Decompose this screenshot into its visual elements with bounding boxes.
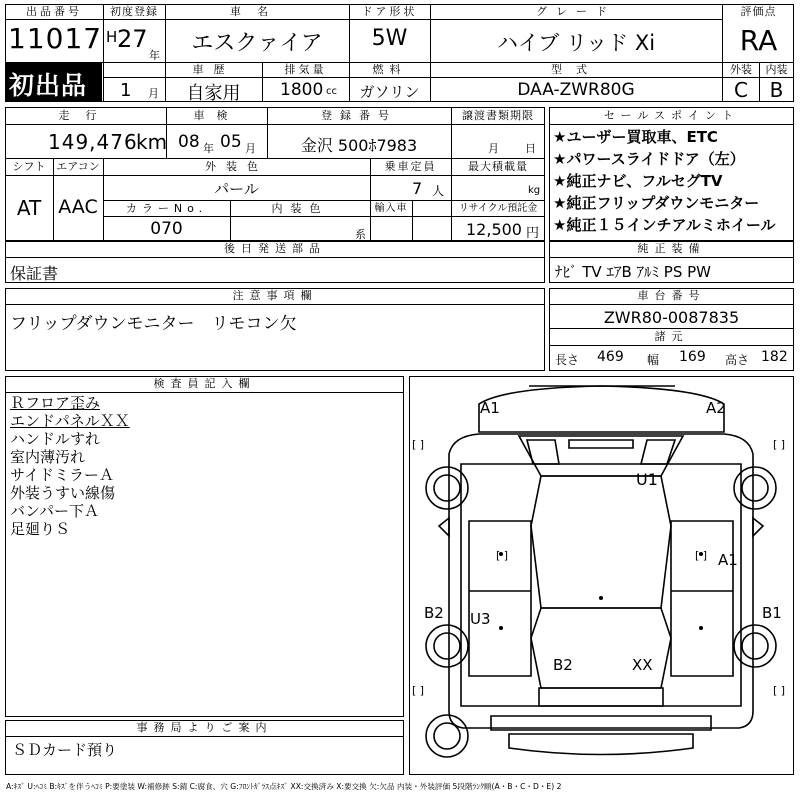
score-label: 評価点 — [740, 5, 777, 18]
height-label: 高さ — [725, 353, 750, 367]
ext-color-label: 外装色 — [205, 160, 268, 173]
recycle: 12,500 — [466, 220, 522, 239]
sales-point-item: ★パワースライドドア（左） — [553, 150, 745, 168]
int-color-label: 内装色 — [271, 202, 329, 215]
mark-front-right: A2 — [706, 399, 726, 417]
height: 182 — [761, 349, 788, 365]
lot-no: 11017 — [8, 22, 103, 55]
recycle-unit: 円 — [526, 226, 540, 241]
import-label: 輸入車 — [374, 203, 408, 214]
inspection-month: 05 — [220, 132, 242, 152]
reg-month-unit: 月 — [148, 87, 159, 100]
sales-point-item: ★純正ナビ、フルセグTV — [553, 172, 723, 190]
reg-year-unit: 年 — [149, 49, 160, 62]
history-label: 車歴 — [192, 63, 235, 76]
capacity-unit: 人 — [432, 184, 445, 198]
door-label: ドア形状 — [361, 5, 418, 18]
width: 169 — [679, 349, 706, 365]
inspector-title: 検査員記入欄 — [153, 377, 256, 390]
inspector-note: Ｒフロア歪み — [10, 394, 101, 412]
inspection-year-unit: 年 — [203, 142, 214, 155]
mark-interior: U3 — [470, 610, 491, 628]
transfer-month-unit: 月 — [488, 142, 499, 155]
inspector-note: 足廻りＳ — [10, 520, 71, 538]
inspection-year: 08 — [178, 132, 200, 152]
ext-score-label: 外装 — [730, 63, 752, 76]
office-value: ＳＤカード預り — [12, 741, 118, 759]
bracket-bottom-right: [ ] — [773, 684, 786, 697]
reg-year: 27 — [117, 25, 148, 53]
bracket-front-right: [ ] — [773, 438, 786, 451]
length-label: 長さ — [555, 353, 580, 367]
ext-score: C — [734, 78, 748, 102]
roof-outline — [531, 476, 671, 608]
mark-roof: U1 — [636, 470, 658, 489]
mark-left-rear-wheel: B2 — [424, 604, 444, 622]
dims-title: 諸元 — [654, 330, 689, 343]
displacement: 1800 — [280, 80, 324, 100]
history: 自家用 — [186, 83, 241, 104]
ac-label: エアコン — [56, 160, 100, 173]
windshield-outline — [519, 436, 683, 476]
caution-value: フリップダウンモニター リモコン欠 — [10, 314, 297, 334]
mark-right-rear-wheel: B1 — [762, 604, 782, 622]
int-color-unit: 系 — [355, 228, 366, 241]
fuel: ガソリン — [359, 83, 420, 101]
inspector-note: ハンドルすれ — [10, 430, 101, 448]
mileage: 149,476 — [48, 130, 138, 154]
mileage-unit: km — [136, 130, 168, 154]
int-score-label: 内装 — [765, 63, 788, 76]
door-type: 5W — [371, 26, 408, 51]
sales-point-item: ★純正１５インチアルミホイール — [553, 216, 776, 234]
mileage-label: 走行 — [58, 109, 113, 122]
caution-title: 注意事項欄 — [232, 289, 318, 302]
inspector-note: サイドミラーＡ — [10, 466, 114, 484]
plate-label: 登録番号 — [321, 109, 397, 122]
rear-window-outline — [531, 608, 671, 688]
bracket-mid-right: [ ] — [695, 549, 708, 562]
office-title: 事務局よりご案内 — [136, 721, 273, 734]
shift: AT — [16, 196, 42, 220]
bracket-bottom-left: [ ] — [412, 684, 425, 697]
max-load-unit: kg — [528, 185, 541, 196]
chassis-no: ZWR80-0087835 — [603, 308, 740, 327]
shift-label: シフト — [12, 160, 46, 173]
plate: 金沢 500ﾎ7983 — [300, 136, 418, 155]
grade: ハイブ リッド Xi — [496, 31, 656, 55]
color-no-label: カラーNo. — [125, 202, 208, 215]
sales-points-title: セールスポイント — [603, 109, 739, 122]
bracket-front-left: [ ] — [412, 438, 425, 451]
ext-color: パール — [214, 180, 259, 198]
displacement-label: 排気量 — [284, 63, 327, 76]
recycle-label: リサイクル預託金 — [458, 203, 538, 214]
first-reg-label: 初度登録 — [110, 5, 158, 18]
max-load-label: 最大積載量 — [468, 160, 528, 173]
width-label: 幅 — [647, 353, 660, 367]
inspector-note: バンパー下Ａ — [10, 502, 99, 520]
details-block — [5, 107, 545, 241]
inspector-note: エンドパネルＸＸ — [10, 412, 130, 430]
int-score: B — [769, 78, 784, 102]
length: 469 — [597, 349, 624, 365]
color-no: 070 — [150, 219, 183, 239]
car-diagram — [409, 376, 794, 775]
car-name: エスクァイア — [191, 31, 323, 56]
reg-month: 1 — [120, 80, 132, 101]
car-name-label: 車名 — [230, 5, 284, 18]
score: RA — [739, 24, 778, 57]
displacement-unit: cc — [326, 86, 337, 97]
capacity-label: 乗車定員 — [384, 160, 437, 173]
inspector-note: 外装うすい線傷 — [10, 484, 116, 502]
later-items-value: 保証書 — [10, 264, 59, 283]
sales-point-item: ★純正フリップダウンモニター — [553, 194, 760, 212]
transfer-day-unit: 日 — [525, 142, 536, 155]
model: DAA-ZWR80G — [517, 80, 635, 100]
model-label: 型式 — [551, 63, 601, 76]
inspection-month-unit: 月 — [245, 142, 256, 155]
sales-point-item: ★ユーザー買取車、ETC — [553, 128, 718, 146]
lot-no-label: 出品番号 — [26, 5, 82, 18]
spare-wheel — [426, 715, 468, 757]
body-outline — [449, 434, 753, 728]
first-listing-badge-text: 初出品 — [9, 71, 88, 100]
later-items-title: 後日発送部品 — [224, 242, 326, 255]
mark-rear-right: XX — [632, 656, 653, 674]
chassis-title: 車台番号 — [637, 289, 706, 302]
mark-front-left: A1 — [480, 399, 500, 417]
mark-right-side: A1 — [718, 551, 738, 569]
inspection-label: 車検 — [193, 109, 240, 122]
genuine-value: ﾅﾋﾞ TV ｴｱB ｱﾙﾐ PS PW — [555, 263, 711, 281]
front-bumper-outline — [479, 386, 724, 432]
era: H — [106, 28, 118, 46]
ac: AAC — [58, 196, 98, 218]
capacity: 7 — [412, 179, 423, 198]
legend: A:ｷｽﾞ U:ﾍｺﾐ B:ｷｽﾞを伴うﾍｺﾐ P:要塗装 W:補修跡 S:錆 C:腐食、穴 G:ﾌﾛﾝﾄｶﾞﾗｽ点ｷｽﾞ XX:交換済み X:要交換 欠:欠品 内装・外装評価 5段階ﾗﾝｸ順(A・B・C・D・E) 2 — [6, 782, 562, 791]
inspector-note: 室内薄汚れ — [10, 448, 86, 466]
fuel-label: 燃料 — [372, 63, 407, 76]
grade-label: グレード — [536, 5, 616, 18]
genuine-title: 純正装備 — [637, 242, 706, 255]
mark-rear-left: B2 — [553, 656, 573, 674]
bracket-mid-left: [ ] — [496, 549, 509, 562]
transfer-label: 譲渡書類期限 — [462, 109, 534, 122]
